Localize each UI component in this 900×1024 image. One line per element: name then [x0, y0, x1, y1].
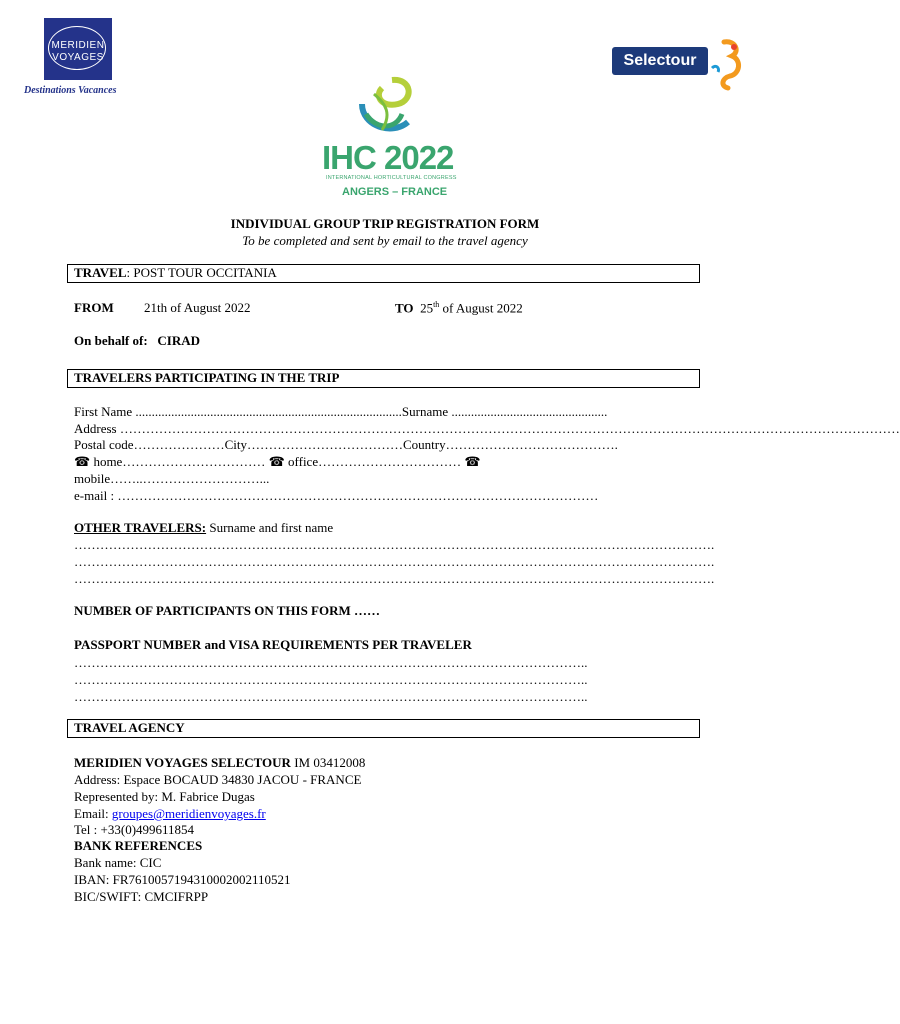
agency-represented: Represented by: M. Fabrice Dugas — [74, 789, 255, 804]
travel-value: : POST TOUR OCCITANIA — [126, 265, 277, 280]
bank-bic: BIC/SWIFT: CMCIFRPP — [74, 889, 209, 904]
bank-iban: IBAN: FR7610057194310002002110521 — [74, 872, 291, 887]
travelers-section-title: TRAVELERS PARTICIPATING IN THE TRIP — [74, 370, 340, 385]
meridien-voyages-logo — [44, 18, 112, 80]
travel-box — [67, 264, 700, 283]
ihc-logo-place: ANGERS – FRANCE — [342, 186, 448, 198]
email-field[interactable]: e-mail : ………………………………………………………………………………………………… — [74, 488, 599, 503]
passport-line[interactable]: ……………………………………………………………………………………………………….. — [74, 689, 588, 704]
to-rest: of August 2022 — [439, 300, 523, 316]
behalf-line — [74, 333, 200, 349]
to-line — [395, 300, 523, 316]
from-value: 21th of August 2022 — [144, 300, 251, 315]
to-day: 25 — [420, 300, 434, 316]
bank-name: Bank name: CIC — [74, 855, 162, 870]
form-subtitle: To be completed and sent by email to the travel agency — [242, 233, 528, 248]
postal-city-country-field[interactable]: Postal code…………………City………………………………Country…………………………………. — [74, 437, 618, 452]
ihc-swirl-icon — [352, 74, 422, 140]
passport-line[interactable]: ……………………………………………………………………………………………………….. — [74, 672, 588, 687]
agency-tel: Tel : +33(0)499611854 — [74, 822, 195, 837]
other-travelers-label-rest: Surname and first name — [206, 520, 334, 535]
to-label: TO — [395, 300, 414, 316]
other-travelers-label: OTHER TRAVELERS: — [74, 520, 207, 535]
meridien-tagline: Destinations Vacances — [24, 85, 117, 96]
agency-address: Address: Espace BOCAUD 34830 JACOU - FRANCE — [74, 772, 362, 787]
agency-section-title: TRAVEL AGENCY — [74, 720, 185, 735]
logo-text-line1: MERIDIEN — [51, 40, 105, 51]
agency-name-line — [74, 755, 365, 771]
agency-box — [67, 719, 700, 738]
ihc-logo-subtitle: INTERNATIONAL HORTICULTURAL CONGRESS — [326, 175, 457, 181]
agency-im: IM 03412008 — [290, 755, 366, 770]
agency-name: MERIDIEN VOYAGES SELECTOUR — [74, 755, 291, 770]
ihc-logo-title: IHC 2022 — [322, 139, 454, 176]
bank-references-title: BANK REFERENCES — [74, 838, 203, 853]
travel-label: TRAVEL — [74, 265, 127, 280]
seahorse-icon — [706, 38, 748, 90]
selectour-logo-text: Selectour — [623, 52, 697, 69]
from-label: FROM — [74, 300, 114, 315]
selectour-logo — [612, 47, 708, 75]
address-field[interactable]: Address ……………………………………………………………………………………………………………………………………………………………… — [74, 421, 900, 436]
other-traveler-line[interactable]: …………………………………………………………………………………………………………………………………. — [74, 537, 715, 552]
passport-line[interactable]: ……………………………………………………………………………………………………….. — [74, 655, 588, 670]
mobile-field[interactable]: mobile……..………………………... — [74, 471, 270, 486]
passport-heading: PASSPORT NUMBER and VISA REQUIREMENTS PER TRAVELER — [74, 637, 472, 652]
travel-line — [74, 265, 277, 281]
travelers-box — [67, 369, 700, 388]
other-traveler-line[interactable]: …………………………………………………………………………………………………………………………………. — [74, 554, 715, 569]
agency-email-link[interactable]: groupes@meridienvoyages.fr — [111, 806, 266, 821]
form-title: INDIVIDUAL GROUP TRIP REGISTRATION FORM — [230, 216, 540, 231]
other-travelers-heading — [74, 520, 333, 536]
to-sup: th — [433, 300, 440, 309]
behalf-label: On behalf of: — [74, 333, 148, 348]
logo-text-line2: VOYAGES — [52, 52, 104, 63]
first-name-surname-field[interactable]: First Name ..................................................................................Surname ................................................ — [74, 404, 608, 419]
agency-email-line — [74, 806, 266, 822]
participants-count: NUMBER OF PARTICIPANTS ON THIS FORM …… — [74, 603, 381, 618]
phone-field[interactable]: ☎ home…………………………… ☎ office…………………………… ☎ — [74, 454, 481, 469]
other-traveler-line[interactable]: …………………………………………………………………………………………………………………………………. — [74, 571, 715, 586]
agency-email-label: Email: — [74, 806, 112, 821]
behalf-value: CIRAD — [157, 333, 201, 348]
